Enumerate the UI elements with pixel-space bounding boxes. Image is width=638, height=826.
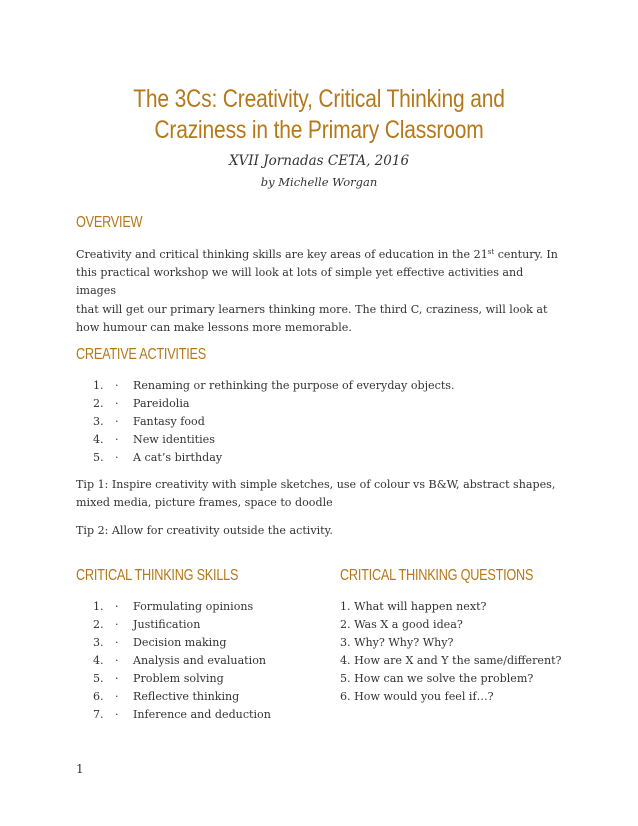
creative-activities-list: [93, 377, 513, 467]
list-item: 1. What will happen next?: [340, 600, 487, 613]
skills-list: [93, 598, 323, 724]
list-item: 1. · Renaming or rethinking the purpose of everyday objects.: [93, 379, 455, 392]
list-item: 7. · Inference and deduction: [93, 708, 271, 721]
list-item: 4. · Analysis and evaluation: [93, 654, 267, 667]
overview-line-2: this practical workshop we will look at lots of simple yet effective activities and images: [76, 266, 524, 298]
overview-line-4: how humour can make lessons more memorable.: [76, 320, 352, 334]
document-title-line-1: The 3Cs: Creativity, Critical Thinking and: [133, 85, 505, 113]
tip-1-line-1: Tip 1: Inspire creativity with simple sketches, use of colour vs B&W, abstract shapes,: [76, 478, 556, 491]
overview-line-3: that will get our primary learners thinking more. The third C, craziness, will look at: [76, 302, 548, 316]
page-number: 1: [76, 762, 84, 776]
creative-activities-heading: CREATIVE ACTIVITIES: [76, 346, 206, 363]
tip-2: Tip 2: Allow for creativity outside the activity.: [76, 524, 333, 537]
list-item: 2. · Pareidolia: [93, 397, 190, 410]
list-item: 2. Was X a good idea?: [340, 618, 463, 631]
document-title-line-2: Craziness in the Primary Classroom: [154, 116, 484, 144]
critical-thinking-skills-heading: CRITICAL THINKING SKILLS: [76, 567, 239, 584]
overview-paragraph: [76, 246, 566, 337]
list-item: 4. · New identities: [93, 433, 215, 446]
list-item: 4. How are X and Y the same/different?: [340, 654, 562, 667]
critical-thinking-questions-heading: CRITICAL THINKING QUESTIONS: [340, 567, 534, 584]
list-item: 2. · Justification: [93, 618, 201, 631]
event-subtitle: XVII Jornadas CETA, 2016: [228, 153, 410, 169]
list-item: 5. How can we solve the problem?: [340, 672, 534, 685]
tip-1-line-2: mixed media, picture frames, space to doodle: [76, 496, 333, 510]
list-item: 5. · Problem solving: [93, 672, 224, 685]
list-item: 1. · Formulating opinions: [93, 600, 254, 613]
ordinal-superscript: st: [487, 248, 495, 256]
author-byline: by Michelle Worgan: [260, 175, 378, 189]
list-item: 6. How would you feel if…?: [340, 690, 494, 703]
list-item: 3. · Fantasy food: [93, 415, 205, 428]
list-item: 5. · A cat’s birthday: [93, 451, 223, 464]
critical-thinking-questions-list: [340, 598, 590, 706]
tip-1: [76, 476, 566, 512]
list-item: 6. · Reflective thinking: [93, 690, 240, 703]
list-item: 3. Why? Why? Why?: [340, 636, 454, 649]
overview-heading: OVERVIEW: [76, 214, 143, 231]
list-item: 3. · Decision making: [93, 636, 227, 649]
overview-line-1: Creativity and critical thinking skills are key areas of education in the 21st century. In: [76, 248, 558, 261]
